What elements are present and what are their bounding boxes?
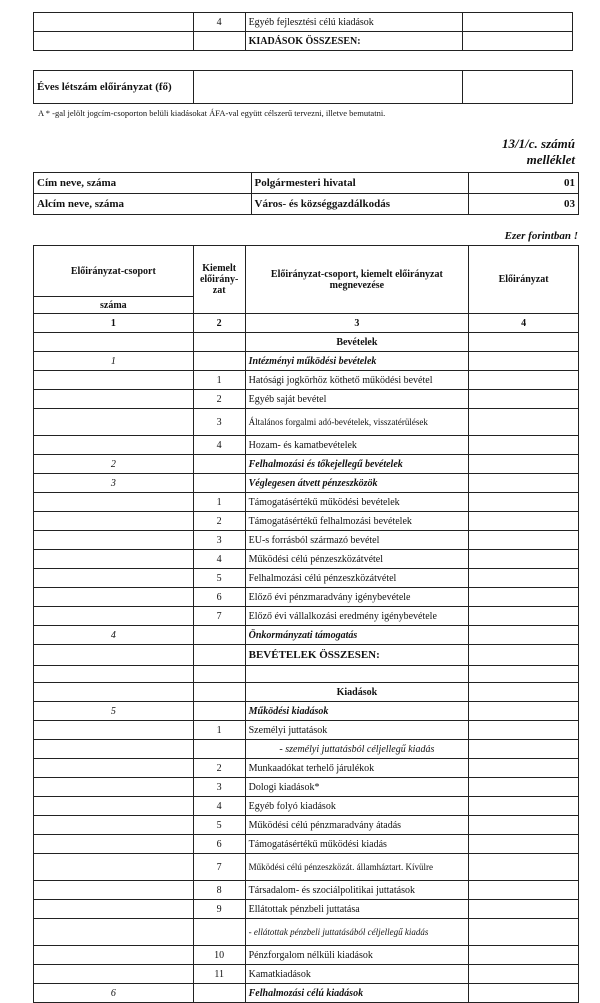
group-number xyxy=(34,409,194,436)
highlighted-number: 1 xyxy=(193,371,245,390)
item-name: Hozam- és kamatbevételek xyxy=(245,436,469,455)
item-name: Támogatásértékű működési bevételek xyxy=(245,493,469,512)
table-row xyxy=(34,333,579,352)
appropriation-value xyxy=(469,550,579,569)
table-row xyxy=(34,569,579,588)
header-row xyxy=(34,246,579,297)
item-name: Támogatásértékű felhalmozási bevételek xyxy=(245,512,469,531)
group-number xyxy=(34,721,194,740)
unit-label: Ezer forintban ! xyxy=(504,230,578,242)
appropriation-value xyxy=(469,778,579,797)
group-number xyxy=(34,588,194,607)
highlighted-number: 4 xyxy=(193,550,245,569)
highlighted-number xyxy=(193,666,245,683)
column-number-row xyxy=(34,314,579,333)
row-name: Egyéb fejlesztési célú kiadások xyxy=(245,13,463,32)
subtitle-code: 03 xyxy=(469,194,579,215)
highlighted-number: 3 xyxy=(193,409,245,436)
table-row xyxy=(34,409,579,436)
group-number xyxy=(34,797,194,816)
header-appropriation: Előirányzat xyxy=(469,246,579,314)
table-row xyxy=(34,371,579,390)
subtitle-label: Alcím neve, száma xyxy=(34,194,252,215)
item-name: Működési célú pénzmaradvány átadás xyxy=(245,816,469,835)
item-name: Működési kiadások xyxy=(245,702,469,721)
group-number xyxy=(34,390,194,409)
headcount-label: Éves létszám előirányzat (fő) xyxy=(34,71,194,104)
table-row xyxy=(34,455,579,474)
highlighted-number: 8 xyxy=(193,881,245,900)
group-number xyxy=(34,436,194,455)
group-number xyxy=(34,512,194,531)
appropriation-value xyxy=(469,645,579,666)
appropriation-value xyxy=(469,900,579,919)
table-row xyxy=(34,550,579,569)
group-number xyxy=(34,778,194,797)
appropriation-value xyxy=(469,474,579,493)
table-row xyxy=(34,881,579,900)
appropriation-value xyxy=(469,390,579,409)
group-number xyxy=(34,645,194,666)
table-row xyxy=(34,474,579,493)
item-name: Működési célú pénzeszközátvétel xyxy=(245,550,469,569)
header-group: Előirányzat-csoport xyxy=(34,246,194,297)
item-name: Intézményi működési bevételek xyxy=(245,352,469,371)
table-row xyxy=(34,702,579,721)
highlighted-number xyxy=(193,683,245,702)
appropriation-value xyxy=(469,626,579,645)
group-number xyxy=(34,900,194,919)
table-row xyxy=(34,919,579,946)
column-number: 4 xyxy=(469,314,579,333)
group-number xyxy=(34,946,194,965)
table-row xyxy=(34,531,579,550)
item-name: Társadalom- és szociálpolitikai juttatások xyxy=(245,881,469,900)
appropriation-value xyxy=(469,493,579,512)
highlighted-number: 5 xyxy=(193,816,245,835)
table-row xyxy=(34,683,579,702)
item-name xyxy=(245,666,469,683)
table-row xyxy=(34,965,579,984)
item-name: Önkormányzati támogatás xyxy=(245,626,469,645)
item-name: Általános forgalmi adó-bevételek, visszatérülések xyxy=(245,409,469,436)
group-number xyxy=(34,333,194,352)
table-row xyxy=(34,194,579,215)
table-row xyxy=(34,626,579,645)
highlighted-number: 1 xyxy=(193,721,245,740)
row-number: 4 xyxy=(193,13,245,32)
highlighted-number: 9 xyxy=(193,900,245,919)
appropriation-value xyxy=(469,740,579,759)
table-row xyxy=(34,740,579,759)
total-label: BEVÉTELEK ÖSSZESEN: xyxy=(245,645,469,666)
group-number xyxy=(34,759,194,778)
table-row xyxy=(34,173,579,194)
group-number xyxy=(34,569,194,588)
group-number xyxy=(34,881,194,900)
group-number xyxy=(34,740,194,759)
highlighted-number: 4 xyxy=(193,797,245,816)
header-group-sub: száma xyxy=(34,297,194,314)
budget-table-body xyxy=(34,246,579,1003)
item-name: Egyéb saját bevétel xyxy=(245,390,469,409)
group-number: 5 xyxy=(34,702,194,721)
table-row xyxy=(34,512,579,531)
appropriation-value xyxy=(469,371,579,390)
group-number xyxy=(34,493,194,512)
group-number xyxy=(34,531,194,550)
table-row xyxy=(34,32,573,51)
appropriation-value xyxy=(469,436,579,455)
table-row xyxy=(34,588,579,607)
annex-heading xyxy=(502,136,575,168)
item-name: Munkaadókat terhelő járulékok xyxy=(245,759,469,778)
item-name: Felhalmozási és tőkejellegű bevételek xyxy=(245,455,469,474)
table-row xyxy=(34,607,579,626)
table-row xyxy=(34,854,579,881)
group-number: 4 xyxy=(34,626,194,645)
expenses-summary-table xyxy=(33,12,573,51)
appropriation-value xyxy=(469,666,579,683)
group-number: 1 xyxy=(34,352,194,371)
expenses-total-label: KIADÁSOK ÖSSZESEN: xyxy=(245,32,463,51)
group-number xyxy=(34,683,194,702)
appropriation-value xyxy=(469,919,579,946)
annex-label: melléklet xyxy=(526,152,575,167)
appropriation-value xyxy=(469,409,579,436)
appropriation-value xyxy=(469,816,579,835)
title-name: Polgármesteri hivatal xyxy=(251,173,469,194)
highlighted-number: 3 xyxy=(193,531,245,550)
highlighted-number: 6 xyxy=(193,588,245,607)
group-number xyxy=(34,835,194,854)
group-number xyxy=(34,550,194,569)
group-number xyxy=(34,919,194,946)
highlighted-number: 2 xyxy=(193,512,245,531)
highlighted-number: 4 xyxy=(193,436,245,455)
item-name: Felhalmozási célú kiadások xyxy=(245,984,469,1003)
highlighted-number: 6 xyxy=(193,835,245,854)
item-name: Felhalmozási célú pénzeszközátvétel xyxy=(245,569,469,588)
table-row xyxy=(34,816,579,835)
appropriation-value xyxy=(469,683,579,702)
highlighted-number: 10 xyxy=(193,946,245,965)
table-row xyxy=(34,721,579,740)
group-number xyxy=(34,371,194,390)
group-number xyxy=(34,816,194,835)
appropriation-value xyxy=(469,607,579,626)
item-name: Egyéb folyó kiadások xyxy=(245,797,469,816)
appropriation-value xyxy=(469,797,579,816)
appropriation-value xyxy=(469,702,579,721)
highlighted-number: 3 xyxy=(193,778,245,797)
appropriation-value xyxy=(469,531,579,550)
item-name: Előző évi pénzmaradvány igénybevétele xyxy=(245,588,469,607)
highlighted-number xyxy=(193,919,245,946)
highlighted-number xyxy=(193,626,245,645)
title-table xyxy=(33,172,579,215)
table-row xyxy=(34,778,579,797)
item-name: - személyi juttatásból céljellegű kiadás xyxy=(245,740,469,759)
item-name: Működési célú pénzeszközát. államháztart. Kívülre xyxy=(245,854,469,881)
table-row xyxy=(34,666,579,683)
section-heading: Kiadások xyxy=(245,683,469,702)
group-number xyxy=(34,854,194,881)
item-name: - ellátottak pénzbeli juttatásából céljellegű kiadás xyxy=(245,919,469,946)
annex-number: 13/1/c. számú xyxy=(502,136,575,151)
appropriation-value xyxy=(469,835,579,854)
highlighted-number: 2 xyxy=(193,390,245,409)
title-code: 01 xyxy=(469,173,579,194)
appropriation-value xyxy=(469,333,579,352)
highlighted-number xyxy=(193,702,245,721)
item-name: Dologi kiadások* xyxy=(245,778,469,797)
item-name: Támogatásértékű működési kiadás xyxy=(245,835,469,854)
highlighted-number: 7 xyxy=(193,854,245,881)
table-row xyxy=(34,835,579,854)
budget-table xyxy=(33,245,579,1003)
highlighted-number xyxy=(193,352,245,371)
appropriation-value xyxy=(469,352,579,371)
highlighted-number xyxy=(193,645,245,666)
item-name: Pénzforgalom nélküli kiadások xyxy=(245,946,469,965)
table-row xyxy=(34,645,579,666)
header-highlighted: Kiemelt előirány-zat xyxy=(193,246,245,314)
appropriation-value xyxy=(469,984,579,1003)
table-row xyxy=(34,436,579,455)
appropriation-value xyxy=(469,588,579,607)
table-row xyxy=(34,352,579,371)
highlighted-number: 1 xyxy=(193,493,245,512)
appropriation-value xyxy=(469,881,579,900)
appropriation-value xyxy=(469,946,579,965)
appropriation-value xyxy=(469,455,579,474)
footnote: A * -gal jelölt jogcím-csoporton belüli kiadásokat ÁFA-val együtt célszerű tervezni, illetve bemutatni. xyxy=(38,108,386,118)
group-number xyxy=(34,607,194,626)
section-heading: Bevételek xyxy=(245,333,469,352)
group-number: 2 xyxy=(34,455,194,474)
group-number: 3 xyxy=(34,474,194,493)
group-number xyxy=(34,666,194,683)
item-name: Hatósági jogkörhöz köthető működési bevétel xyxy=(245,371,469,390)
headcount-table xyxy=(33,70,573,104)
table-row xyxy=(34,759,579,778)
table-row xyxy=(34,71,573,104)
table-row xyxy=(34,493,579,512)
header-name: Előirányzat-csoport, kiemelt előirányzat megnevezése xyxy=(245,246,469,314)
column-number: 1 xyxy=(34,314,194,333)
table-row xyxy=(34,984,579,1003)
appropriation-value xyxy=(469,721,579,740)
table-row xyxy=(34,900,579,919)
appropriation-value xyxy=(469,965,579,984)
appropriation-value xyxy=(469,512,579,531)
highlighted-number: 11 xyxy=(193,965,245,984)
group-number: 6 xyxy=(34,984,194,1003)
item-name: Előző évi vállalkozási eredmény igénybevétele xyxy=(245,607,469,626)
appropriation-value xyxy=(469,854,579,881)
table-row xyxy=(34,797,579,816)
group-number xyxy=(34,965,194,984)
highlighted-number: 2 xyxy=(193,759,245,778)
appropriation-value xyxy=(469,569,579,588)
table-row xyxy=(34,946,579,965)
appropriation-value xyxy=(469,759,579,778)
column-number: 3 xyxy=(245,314,469,333)
item-name: Ellátottak pénzbeli juttatása xyxy=(245,900,469,919)
highlighted-number xyxy=(193,333,245,352)
table-row xyxy=(34,390,579,409)
highlighted-number xyxy=(193,740,245,759)
table-row xyxy=(34,13,573,32)
highlighted-number xyxy=(193,474,245,493)
title-label: Cím neve, száma xyxy=(34,173,252,194)
item-name: Személyi juttatások xyxy=(245,721,469,740)
item-name: EU-s forrásból származó bevétel xyxy=(245,531,469,550)
subtitle-name: Város- és községgazdálkodás xyxy=(251,194,469,215)
highlighted-number xyxy=(193,984,245,1003)
column-number: 2 xyxy=(193,314,245,333)
highlighted-number xyxy=(193,455,245,474)
item-name: Véglegesen átvett pénzeszközök xyxy=(245,474,469,493)
highlighted-number: 5 xyxy=(193,569,245,588)
item-name: Kamatkiadások xyxy=(245,965,469,984)
highlighted-number: 7 xyxy=(193,607,245,626)
